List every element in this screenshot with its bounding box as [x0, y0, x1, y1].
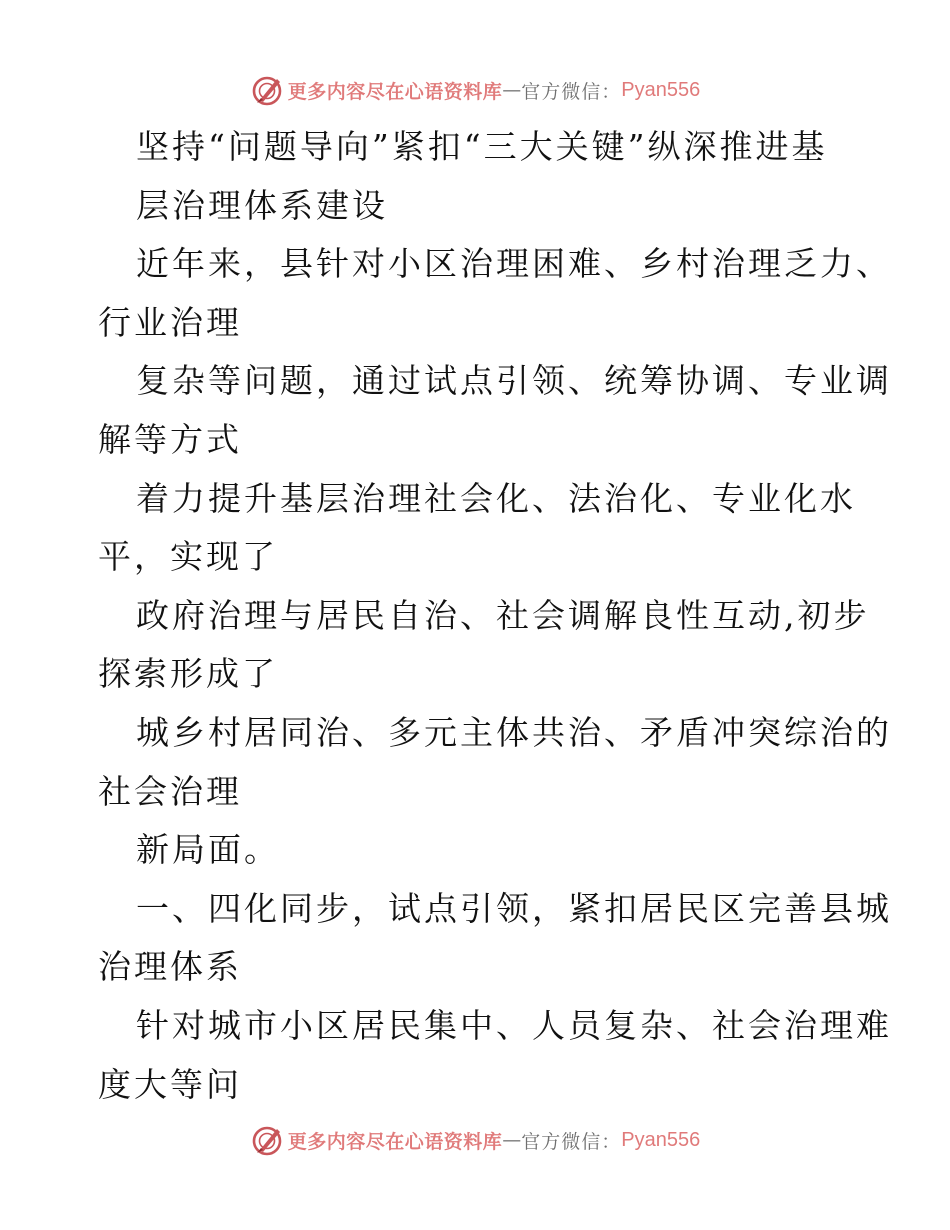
text-line: 探索形成了	[98, 654, 278, 694]
text-line: 坚持“问题导向”紧扣“三大关键”纵深推进基	[136, 127, 828, 166]
footer-separator: —	[502, 1129, 522, 1151]
header-separator: —	[502, 79, 522, 101]
text-line: 治理体系	[98, 947, 242, 987]
document-body	[98, 118, 892, 1114]
quill-logo-icon	[250, 1123, 284, 1157]
text-line: 度大等问	[98, 1064, 242, 1104]
text-line: 着力提升基层治理社会化、法治化、专业化水	[136, 478, 856, 518]
header-contact-label: 官方微信：	[521, 80, 622, 103]
text-line: 新局面。	[136, 830, 280, 870]
text-line: 城乡村居同治、多元主体共治、矛盾冲突综治的	[136, 712, 892, 752]
text-line: 平，实现了	[98, 537, 278, 577]
header-contact-id: Pyan556	[621, 78, 701, 101]
text-line: 层治理体系建设	[136, 185, 388, 225]
text-line: 近年来，县针对小区治理困难、乡村治理乏力、	[136, 244, 892, 284]
header-banner	[0, 70, 950, 110]
footer-slogan: 更多内容尽在心语资料库	[287, 1130, 503, 1153]
text-line: 政府治理与居民自治、社会调解良性互动,初步	[136, 595, 870, 635]
footer-contact-label: 官方微信：	[521, 1130, 622, 1153]
header-slogan: 更多内容尽在心语资料库	[287, 80, 503, 103]
text-line: 针对城市小区居民集中、人员复杂、社会治理难	[136, 1005, 892, 1045]
text-line: 复杂等问题，通过试点引领、统筹协调、专业调	[136, 361, 892, 401]
text-line: 行业治理	[98, 302, 242, 342]
footer-contact-id: Pyan556	[621, 1128, 701, 1151]
text-line: 社会治理	[98, 771, 242, 811]
text-line: 一、四化同步，试点引领，紧扣居民区完善县城	[136, 888, 892, 928]
text-line: 解等方式	[98, 419, 242, 459]
quill-logo-icon	[250, 73, 284, 107]
footer-banner	[0, 1120, 950, 1160]
